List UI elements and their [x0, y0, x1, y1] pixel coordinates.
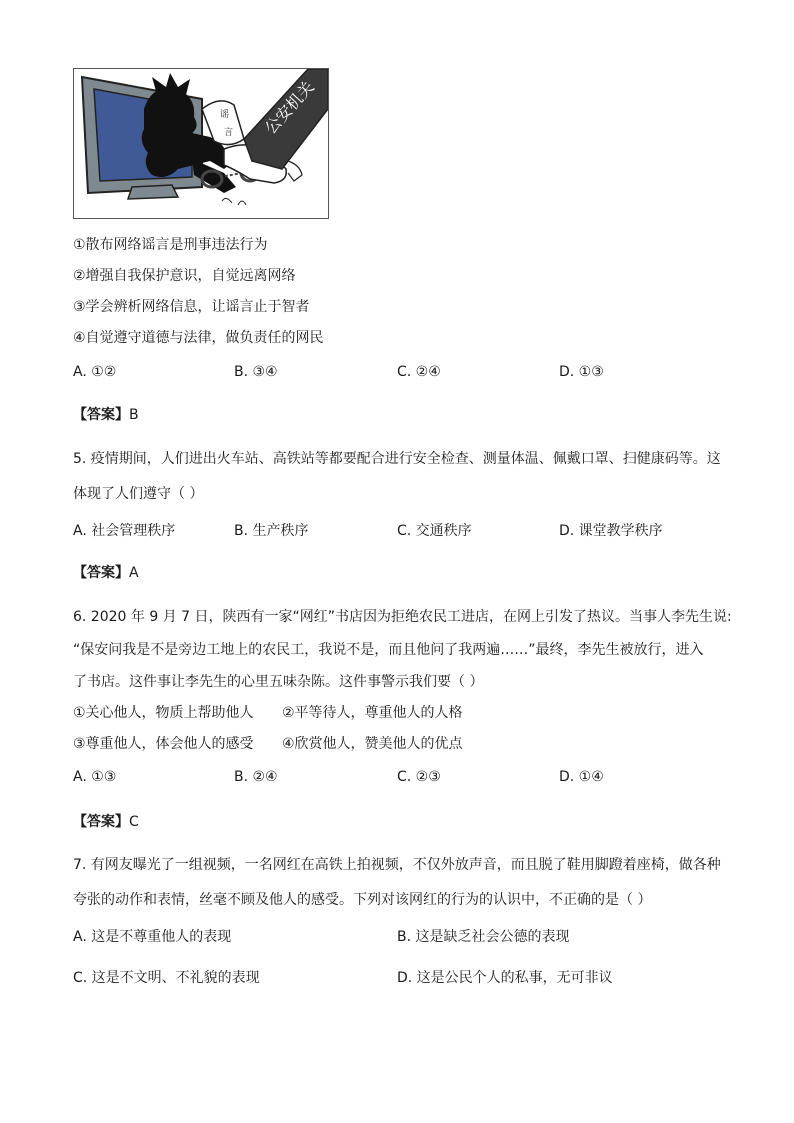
q6-stem-line1: 6. 2020 年 9 月 7 日，陕西有一家“网红”书店因为拒绝农民工进店，在网上引发了热议。当事人李先生说:: [73, 609, 732, 625]
q6-statement-1: ①关心他人，物质上帮助他人: [73, 705, 254, 721]
q4-option-a: A. ①②: [73, 364, 117, 380]
q6-option-c: C. ②③: [397, 769, 441, 785]
q5-answer: [73, 562, 139, 582]
q6-statement-4: ④欣赏他人，赞美他人的优点: [282, 736, 463, 752]
q6-stem-line3: 了书店。这件事让李先生的心里五味杂陈。这件事警示我们要（ ）: [73, 674, 484, 690]
q4-option-c: C. ②④: [397, 364, 441, 380]
q6-option-a: A. ①③: [73, 769, 117, 785]
scroll-char-1: 谣: [220, 110, 230, 120]
q7-stem-line1: 7. 有网友曝光了一组视频，一名网红在高铁上拍视频，不仅外放声音，而且脱了鞋用脚蹬着座椅，做各种: [73, 857, 721, 873]
q5-option-b: B. 生产秩序: [234, 523, 309, 539]
police-sign-text: 公安机关: [260, 77, 318, 138]
answer-value: C: [129, 814, 139, 830]
q4-statement-3: ③学会辨析网络信息，让谣言止于智者: [73, 299, 310, 315]
q5-stem-line2: 体现了人们遵守（ ）: [73, 486, 204, 502]
answer-value: A: [129, 565, 139, 581]
q4-statement-1: ①散布网络谣言是刑事违法行为: [73, 237, 268, 253]
answer-label: 【答案】: [73, 407, 129, 423]
q6-answer: [73, 811, 139, 831]
q5-option-c: C. 交通秩序: [397, 523, 472, 539]
q4-statement-2: ②增强自我保护意识，自觉远离网络: [73, 268, 296, 284]
q7-option-c: C. 这是不文明、不礼貌的表现: [73, 970, 260, 986]
q5-stem-line1: 5. 疫情期间，人们进出火车站、高铁站等都要配合进行安全检查、测量体温、佩戴口罩、扫健康码等。这: [73, 451, 721, 467]
q7-option-a: A. 这是不尊重他人的表现: [73, 929, 232, 945]
q7-option-d: D. 这是公民个人的私事，无可非议: [397, 970, 613, 986]
scroll-char-2: 言: [224, 128, 234, 138]
q6-statement-2: ②平等待人，尊重他人的人格: [282, 705, 463, 721]
q6-option-d: D. ①④: [559, 769, 604, 785]
q6-stem-line2: “保安问我是不是旁边工地上的农民工，我说不是，而且他问了我两遍……”最终，李先生被放行，进入: [73, 642, 704, 658]
q6-statement-3: ③尊重他人，体会他人的感受: [73, 736, 254, 752]
answer-label: 【答案】: [73, 814, 129, 830]
cartoon-illustration: [73, 68, 329, 219]
answer-value: B: [129, 407, 139, 423]
q6-option-b: B. ②④: [234, 769, 278, 785]
q5-option-a: A. 社会管理秩序: [73, 523, 176, 539]
answer-label: 【答案】: [73, 565, 129, 581]
cartoon-drawing: [74, 69, 328, 218]
q4-option-b: B. ③④: [234, 364, 278, 380]
q7-option-b: B. 这是缺乏社会公德的表现: [397, 929, 570, 945]
q4-answer: [73, 404, 139, 424]
q5-option-d: D. 课堂教学秩序: [559, 523, 663, 539]
q4-option-d: D. ①③: [559, 364, 604, 380]
q7-stem-line2: 夸张的动作和表情，丝毫不顾及他人的感受。下列对该网红的行为的认识中，不正确的是（ ）: [73, 892, 652, 908]
q4-statement-4: ④自觉遵守道德与法律，做负责任的网民: [73, 330, 324, 346]
